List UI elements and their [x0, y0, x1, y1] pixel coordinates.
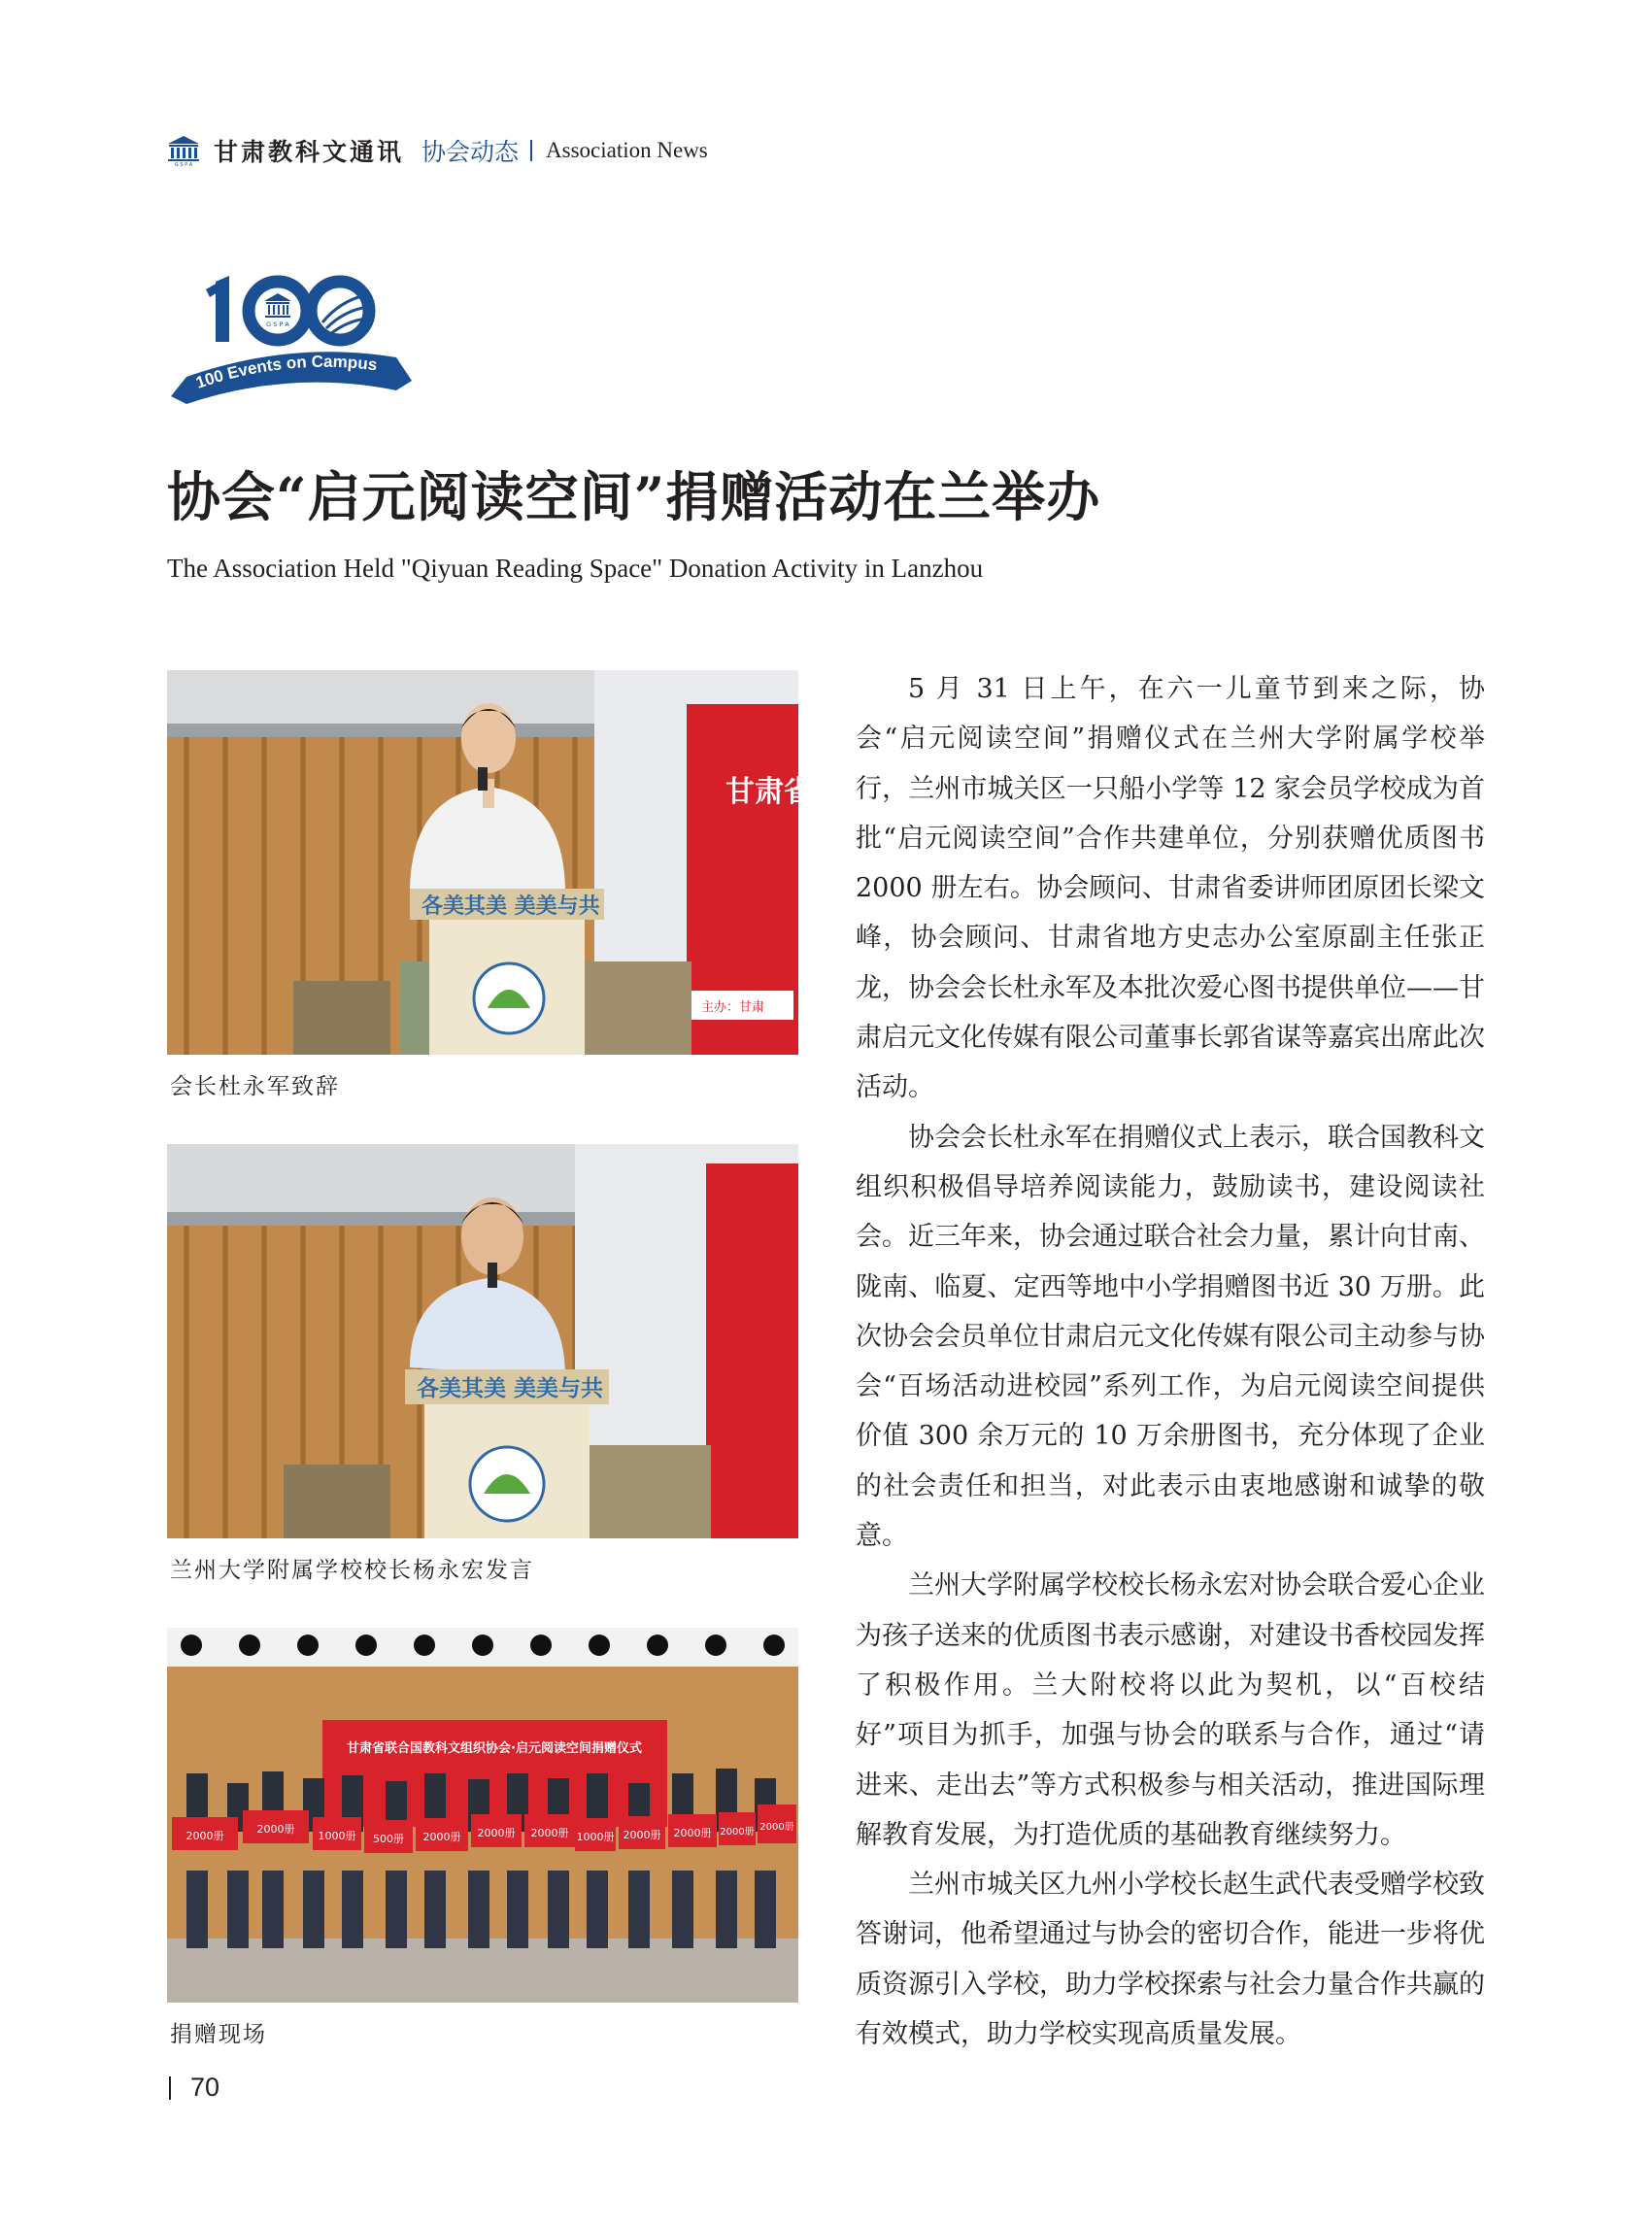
donation-board: [313, 1817, 361, 1850]
header-divider: [530, 140, 532, 161]
logo-digit-one: [206, 276, 229, 342]
donation-board: [471, 1814, 522, 1847]
magazine-name: 甘肃教科文通讯: [214, 138, 405, 166]
svg-text:2000册: 2000册: [623, 1829, 661, 1841]
svg-text:2000册: 2000册: [759, 1822, 794, 1833]
section-name-cn: 协会动态: [421, 138, 520, 166]
svg-text:2000册: 2000册: [720, 1827, 755, 1837]
donation-board: [668, 1814, 717, 1847]
svg-text:1000册: 1000册: [318, 1830, 356, 1842]
hundred-events-logo: [167, 272, 416, 418]
gspa-building-icon: [167, 135, 200, 166]
donation-board: [364, 1820, 413, 1853]
donation-board: [575, 1818, 616, 1851]
logo-ring-second: [311, 282, 369, 340]
svg-text:500册: 500册: [373, 1833, 404, 1845]
article-paragraph: 兰州市城关区九州小学校长赵生武代表受赠学校致答谢词，他希望通过与协会的密切合作，能进一步将优质资源引入学校，助力学校探索与社会力量合作共赢的有效模式，助力学校实现高质量发展。: [856, 1870, 1485, 2050]
article-paragraph: 协会会长杜永军在捐赠仪式上表示，联合国教科文组织积极倡导培养阅读能力，鼓励读书，建设阅读社会。近三年来，协会通过联合社会力量，累计向甘南、陇南、临夏、定西等地中小学捐赠图书近 30 万册。此次协会会员单位甘肃启元文化传媒有限公司主动参与协会“百场活动进校园”系列工作，为启元阅读空间提供价值 300 余万元的 10 万余册图书，充分体现了企业的社会责任和担当，对此表示由衷地感谢和诚挚的敬意。: [856, 1122, 1485, 1552]
screen-banner-text: 甘肃省联合国教科文组织协会·启元阅读空间捐赠仪式: [347, 1741, 642, 1756]
page-number-rule: [169, 2076, 171, 2100]
photo-donation-scene: [167, 1628, 798, 2003]
donation-board: [758, 1804, 796, 1843]
donation-board: [719, 1812, 756, 1845]
photo-caption: 兰州大学附属学校校长杨永宏发言: [170, 1558, 534, 1583]
article-paragraph: 5 月 31 日上午，在六一儿童节到来之际，协会“启元阅读空间”捐赠仪式在兰州大学附属学校举行，兰州市城关区一只船小学等 12 家会员学校成为首批“启元阅读空间”合作共建单位，分别获赠优质图书 2000 册左右。协会顾问、甘肃省委讲师团原团长梁文峰，协会顾问、甘肃省地方史志办公室原副主任张正龙，协会会长杜永军及本批次爱心图书提供单位——甘肃启元文化传媒有限公司董事长郭省谋等嘉宾出席此次活动。: [856, 674, 1485, 1103]
gspa-mark-text: G S P A: [174, 162, 193, 168]
photo-speech-president: [167, 670, 813, 1055]
page-number: 70: [190, 2073, 220, 2102]
donation-board: [416, 1818, 468, 1851]
article-title-en: The Association Held "Qiyuan Reading Space" Donation Activity in Lanzhou: [167, 554, 984, 583]
svg-text:2000册: 2000册: [530, 1827, 569, 1839]
donation-board: [524, 1814, 575, 1847]
podium-text: 各美其美 美美与共: [417, 1376, 604, 1401]
svg-text:2000册: 2000册: [185, 1830, 224, 1842]
donation-board: [243, 1810, 309, 1843]
photo-caption: 捐赠现场: [170, 2022, 267, 2047]
svg-text:2000册: 2000册: [422, 1831, 461, 1843]
red-screen: [322, 1720, 667, 1827]
article-body: [856, 664, 1485, 2059]
podium-text: 各美其美 美美与共: [421, 894, 600, 919]
logo-building-icon: [264, 293, 291, 328]
svg-text:2000册: 2000册: [477, 1827, 516, 1839]
svg-text:2000册: 2000册: [673, 1827, 712, 1839]
donation-board: [619, 1816, 665, 1849]
red-screen: [706, 1163, 798, 1538]
running-header: [167, 131, 708, 170]
donation-board: [172, 1817, 238, 1850]
article-title-cn: 协会“启元阅读空间”捐赠活动在兰举办: [167, 465, 1101, 528]
logo-banner-text: 100 Events on Campus: [193, 352, 379, 392]
svg-text:1000册: 1000册: [576, 1831, 615, 1843]
screen-sign-text: 主办：甘肃: [701, 1000, 765, 1015]
photo-caption: 会长杜永军致辞: [170, 1074, 340, 1099]
svg-text:2000册: 2000册: [256, 1823, 295, 1836]
section-name-en: Association News: [546, 138, 708, 162]
article-paragraph: 兰州大学附属学校校长杨永宏对协会联合爱心企业为孩子送来的优质图书表示感谢，对建设书香校园发挥了积极作用。兰大附校将以此为契机，以“百校结好”项目为抓手，加强与协会的联系与合作，通过“请进来、走出去”等方式积极参与相关活动，推进国际理解教育发展，为打造优质的基础教育继续努力。: [856, 1570, 1485, 1850]
photo-speech-principal: [167, 1144, 798, 1538]
screen-text: 甘肃省: [725, 775, 813, 809]
logo-mark-text: G S P A: [266, 320, 289, 328]
